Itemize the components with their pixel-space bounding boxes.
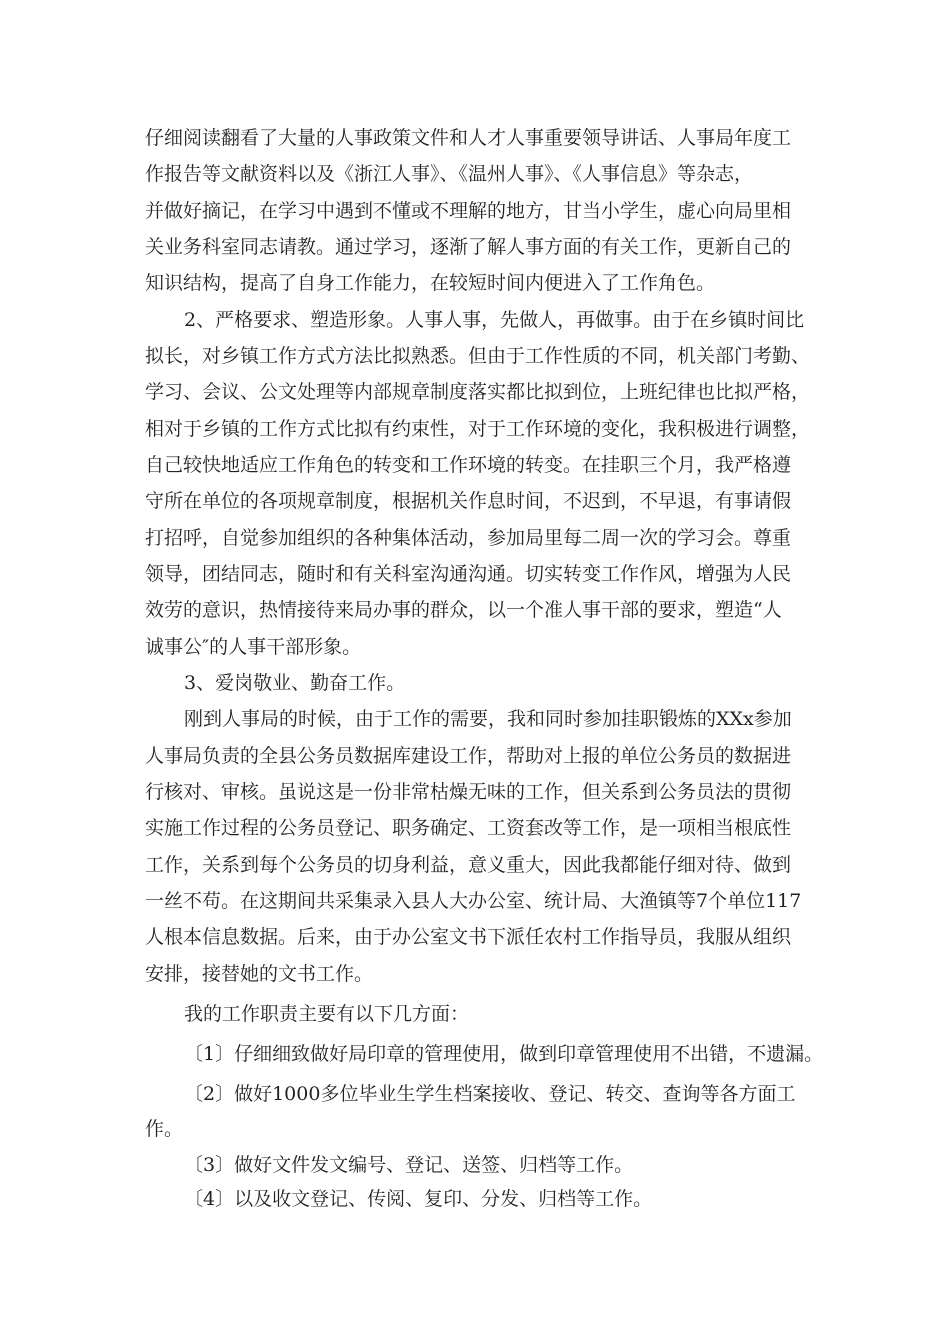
list-item: 〔1〕仔细细致做好局印章的管理使用，做到印章管理使用不出错，不遗漏。 [184, 1043, 824, 1065]
text-line: 效劳的意识，热情接待来局办事的群众，以一个准人事干部的要求，塑造“人 [145, 599, 782, 621]
list-item: 〔2〕做好1000多位毕业生学生档案接收、登记、转交、查询等各方面工 [184, 1083, 796, 1105]
text-line: 相对于乡镇的工作方式比拟有约束性，对于工作环境的变化，我积极进行调整， [145, 418, 811, 440]
text-line: 工作，关系到每个公务员的切身利益，意义重大，因此我都能仔细对待、做到 [145, 854, 792, 876]
text-line: 仔细阅读翻看了大量的人事政策文件和人才人事重要领导讲话、人事局年度工 [145, 127, 792, 149]
text-line: 拟长，对乡镇工作方式方法比拟熟悉。但由于工作性质的不同，机关部门考勤、 [145, 345, 811, 367]
section-heading: 3、爱岗敬业、勤奋工作。 [184, 672, 406, 694]
list-item: 〔3〕做好文件发文编号、登记、送签、归档等工作。 [184, 1154, 634, 1176]
text-line: 守所在单位的各项规章制度，根据机关作息时间，不迟到，不早退，有事请假 [145, 490, 792, 512]
text-line: 学习、会议、公文处理等内部规章制度落实都比拟到位，上班纪律也比拟严格， [145, 381, 811, 403]
text-line: 安排，接替她的文书工作。 [145, 963, 374, 985]
text-line: 2、严格要求、塑造形象。人事人事，先做人，再做事。由于在乡镇时间比 [184, 309, 805, 331]
text-line: 领导，团结同志，随时和有关科室沟通沟通。切实转变工作作风，增强为人民 [145, 563, 792, 585]
text-line: 一丝不苟。在这期间共采集录入县人大办公室、统计局、大渔镇等7个单位117 [145, 890, 802, 912]
text-line: 作。 [145, 1118, 184, 1140]
list-item: 〔4〕以及收文登记、传阅、复印、分发、归档等工作。 [184, 1188, 653, 1210]
text-line: 人事局负责的全县公务员数据库建设工作，帮助对上报的单位公务员的数据进 [145, 745, 792, 767]
text-line: 并做好摘记，在学习中遇到不懂或不理解的地方，甘当小学生，虚心向局里相 [145, 200, 792, 222]
text-line: 行核对、审核。虽说这是一份非常枯燥无味的工作，但关系到公务员法的贯彻 [145, 781, 792, 803]
text-line: 人根本信息数据。后来，由于办公室文书下派任农村工作指导员，我服从组织 [145, 926, 792, 948]
text-line: 关业务科室同志请教。通过学习，逐渐了解人事方面的有关工作，更新自己的 [145, 236, 792, 258]
text-line: 打招呼，自觉参加组织的各种集体活动，参加局里每二周一次的学习会。尊重 [145, 527, 792, 549]
text-line: 我的工作职责主要有以下几方面： [184, 1003, 470, 1025]
text-line: 自己较快地适应工作角色的转变和工作环境的转变。在挂职三个月，我严格遵 [145, 454, 792, 476]
text-line: 实施工作过程的公务员登记、职务确定、工资套改等工作，是一项相当根底性 [145, 817, 792, 839]
text-line: 诚事公″的人事干部形象。 [145, 636, 362, 658]
text-line: 知识结构，提高了自身工作能力，在较短时间内便进入了工作角色。 [145, 272, 716, 294]
text-line: 刚到人事局的时候，由于工作的需要，我和同时参加挂职锻炼的XXx参加 [184, 708, 792, 730]
text-line: 作报告等文献资料以及《浙江人事》、《温州人事》、《人事信息》等杂志， [145, 163, 754, 185]
